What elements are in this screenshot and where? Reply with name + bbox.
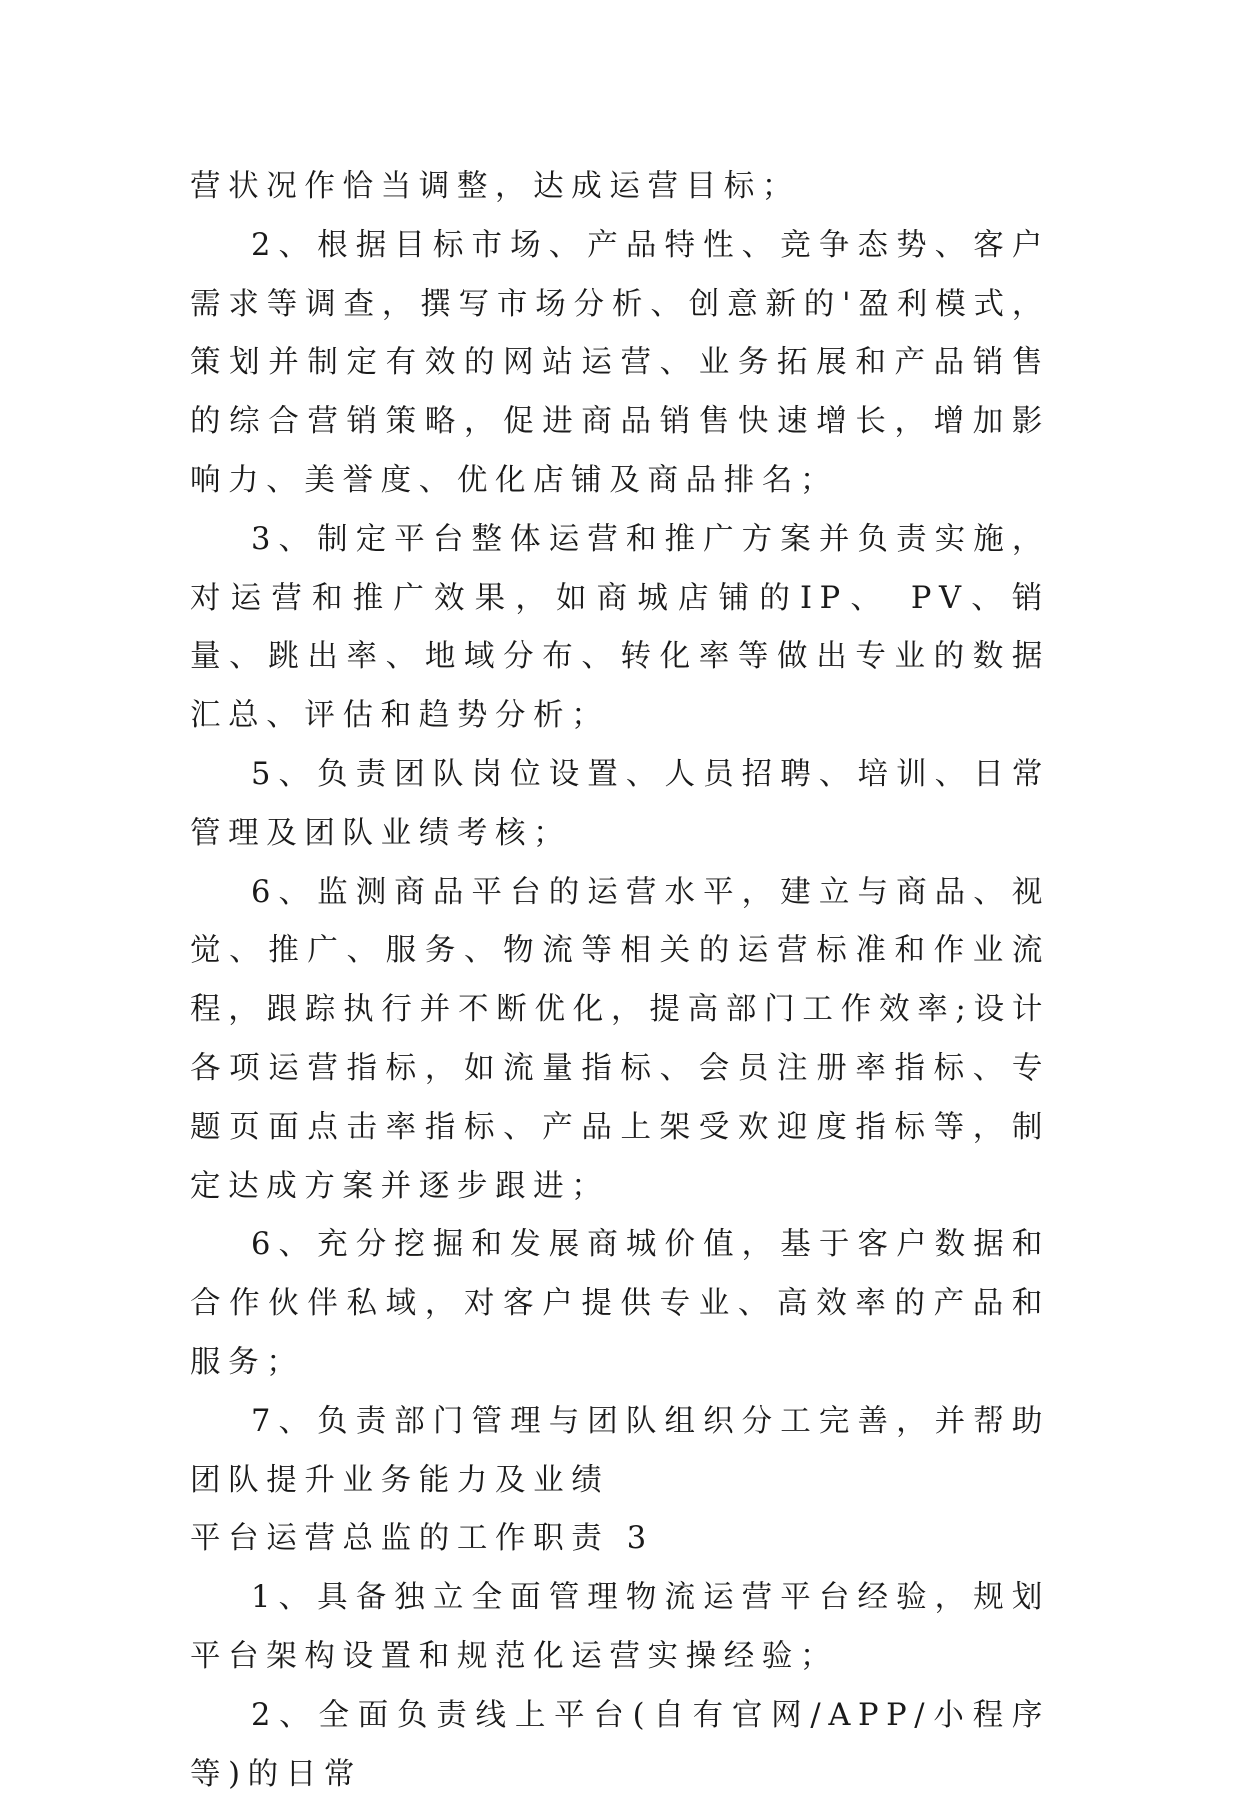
paragraph-section3-item-1: 1、具备独立全面管理物流运营平台经验，规划平台架构设置和规范化运营实操经验； [190, 1580, 1050, 1674]
paragraph-continuation: 营状况作恰当调整，达成运营目标； [190, 169, 800, 204]
document-body [190, 158, 1050, 1804]
section-heading: 平台运营总监的工作职责 3 [190, 1521, 654, 1557]
paragraph-section3-item-2: 2、全面负责线上平台(自有官网/APP/小程序等)的日常 [190, 1697, 1050, 1792]
paragraph-item-2: 2、根据目标市场、产品特性、竞争态势、客户需求等调查，撰写市场分析、创意新的'盈利模式，策划并制定有效的网站运营、业务拓展和产品销售的综合营销策略，促进商品销售快速增长，增加影响力、美誉度、优化店铺及商品排名； [190, 227, 1050, 498]
paragraph-item-7: 7、负责部门管理与团队组织分工完善，并帮助团队提升业务能力及业绩 [190, 1403, 1050, 1498]
paragraph-item-6b: 6、充分挖掘和发展商城价值，基于客户数据和合作伙伴私域，对客户提供专业、高效率的产品和服务； [190, 1227, 1050, 1380]
paragraph-item-3: 3、制定平台整体运营和推广方案并负责实施，对运营和推广效果，如商城店铺的IP、 PV、销量、跳出率、地域分布、转化率等做出专业的数据汇总、评估和趋势分析； [190, 521, 1050, 734]
paragraph-item-5: 5、负责团队岗位设置、人员招聘、培训、日常管理及团队业绩考核； [190, 756, 1050, 851]
paragraph-item-6a: 6、监测商品平台的运营水平，建立与商品、视觉、推广、服务、物流等相关的运营标准和作业流程，跟踪执行并不断优化，提高部门工作效率;设计各项运营指标，如流量指标、会员注册率指标、专题页面点击率指标、产品上架受欢迎度指标等，制定达成方案并逐步跟进； [190, 874, 1050, 1204]
